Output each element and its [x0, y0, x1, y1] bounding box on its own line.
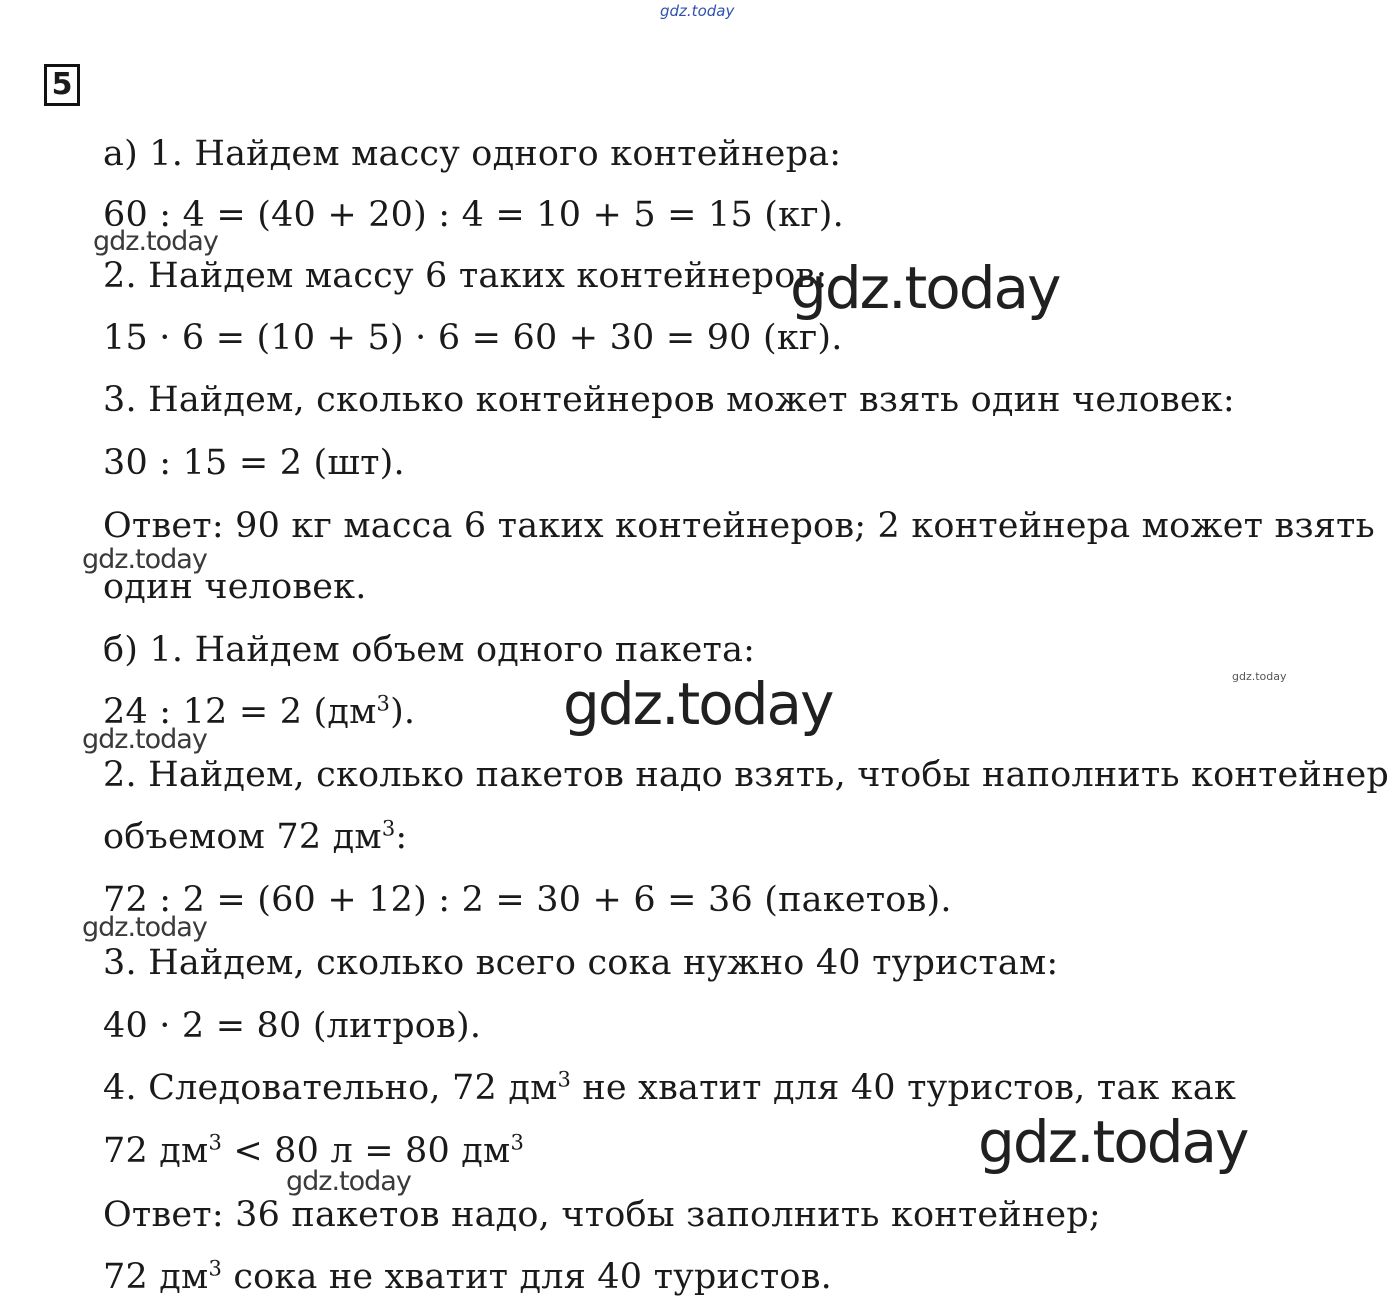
solution-line-18: Ответ: 36 пакетов надо, чтобы заполнить контейнер;: [103, 1195, 1101, 1235]
line-12-main: объемом 72 дм: [103, 817, 382, 857]
solution-line-12: [103, 817, 407, 857]
line-10-end: ).: [390, 692, 416, 732]
line-16-exponent: 3: [557, 1067, 572, 1092]
line-12-end: :: [395, 817, 408, 857]
solution-line-3: 2. Найдем массу 6 таких контейнеров:: [103, 256, 828, 296]
solution-line-15: 40 · 2 = 80 (литров).: [103, 1006, 482, 1046]
watermark-top: gdz.today: [660, 2, 735, 20]
task-number-box: 5: [44, 64, 80, 106]
solution-line-1: а) 1. Найдем массу одного контейнера:: [103, 134, 842, 174]
watermark-small-4: gdz.today: [82, 912, 207, 943]
watermark-large-2: gdz.today: [563, 670, 833, 738]
solution-line-19: [103, 1257, 832, 1297]
watermark-small-2: gdz.today: [82, 544, 207, 575]
line-16-end: не хватит для 40 туристов, так как: [571, 1068, 1237, 1108]
solution-line-16: [103, 1068, 1236, 1108]
solution-line-2: 60 : 4 = (40 + 20) : 4 = 10 + 5 = 15 (кг).: [103, 195, 844, 235]
solution-line-7: Ответ: 90 кг масса 6 таких контейнеров; 2 контейнера может взять: [103, 506, 1375, 546]
watermark-tiny: gdz.today: [1232, 670, 1287, 683]
watermark-small-1: gdz.today: [93, 226, 218, 257]
line-19-exponent: 3: [208, 1256, 222, 1281]
line-10-exponent: 3: [376, 691, 391, 716]
solution-line-13: 72 : 2 = (60 + 12) : 2 = 30 + 6 = 36 (пакетов).: [103, 880, 952, 920]
watermark-small-5: gdz.today: [286, 1166, 411, 1197]
solution-line-5: 3. Найдем, сколько контейнеров может взять один человек:: [103, 380, 1235, 420]
line-19-main: 72 дм: [103, 1257, 209, 1297]
line-12-exponent: 3: [381, 816, 396, 841]
solution-line-6: 30 : 15 = 2 (шт).: [103, 443, 405, 483]
line-10-main: 24 : 12 = 2 (дм: [103, 692, 377, 732]
solution-line-9: б) 1. Найдем объем одного пакета:: [103, 630, 756, 670]
solution-line-14: 3. Найдем, сколько всего сока нужно 40 туристам:: [103, 943, 1059, 983]
solution-line-8: один человек.: [103, 567, 367, 607]
line-17-middle: < 80 л = 80 дм: [222, 1131, 511, 1171]
watermark-large-1: gdz.today: [790, 254, 1060, 322]
line-17-exponent-2: 3: [510, 1130, 525, 1155]
line-17-exponent-1: 3: [208, 1130, 222, 1155]
line-17-main: 72 дм: [103, 1131, 209, 1171]
solution-line-11: 2. Найдем, сколько пакетов надо взять, чтобы наполнить контейнер: [103, 755, 1389, 795]
solution-line-17: [103, 1131, 524, 1171]
watermark-large-3: gdz.today: [978, 1108, 1248, 1176]
watermark-small-3: gdz.today: [82, 724, 207, 755]
line-19-end: сока не хватит для 40 туристов.: [222, 1257, 832, 1297]
solution-line-4: 15 · 6 = (10 + 5) · 6 = 60 + 30 = 90 (кг).: [103, 318, 843, 358]
line-16-main: 4. Следовательно, 72 дм: [103, 1068, 558, 1108]
